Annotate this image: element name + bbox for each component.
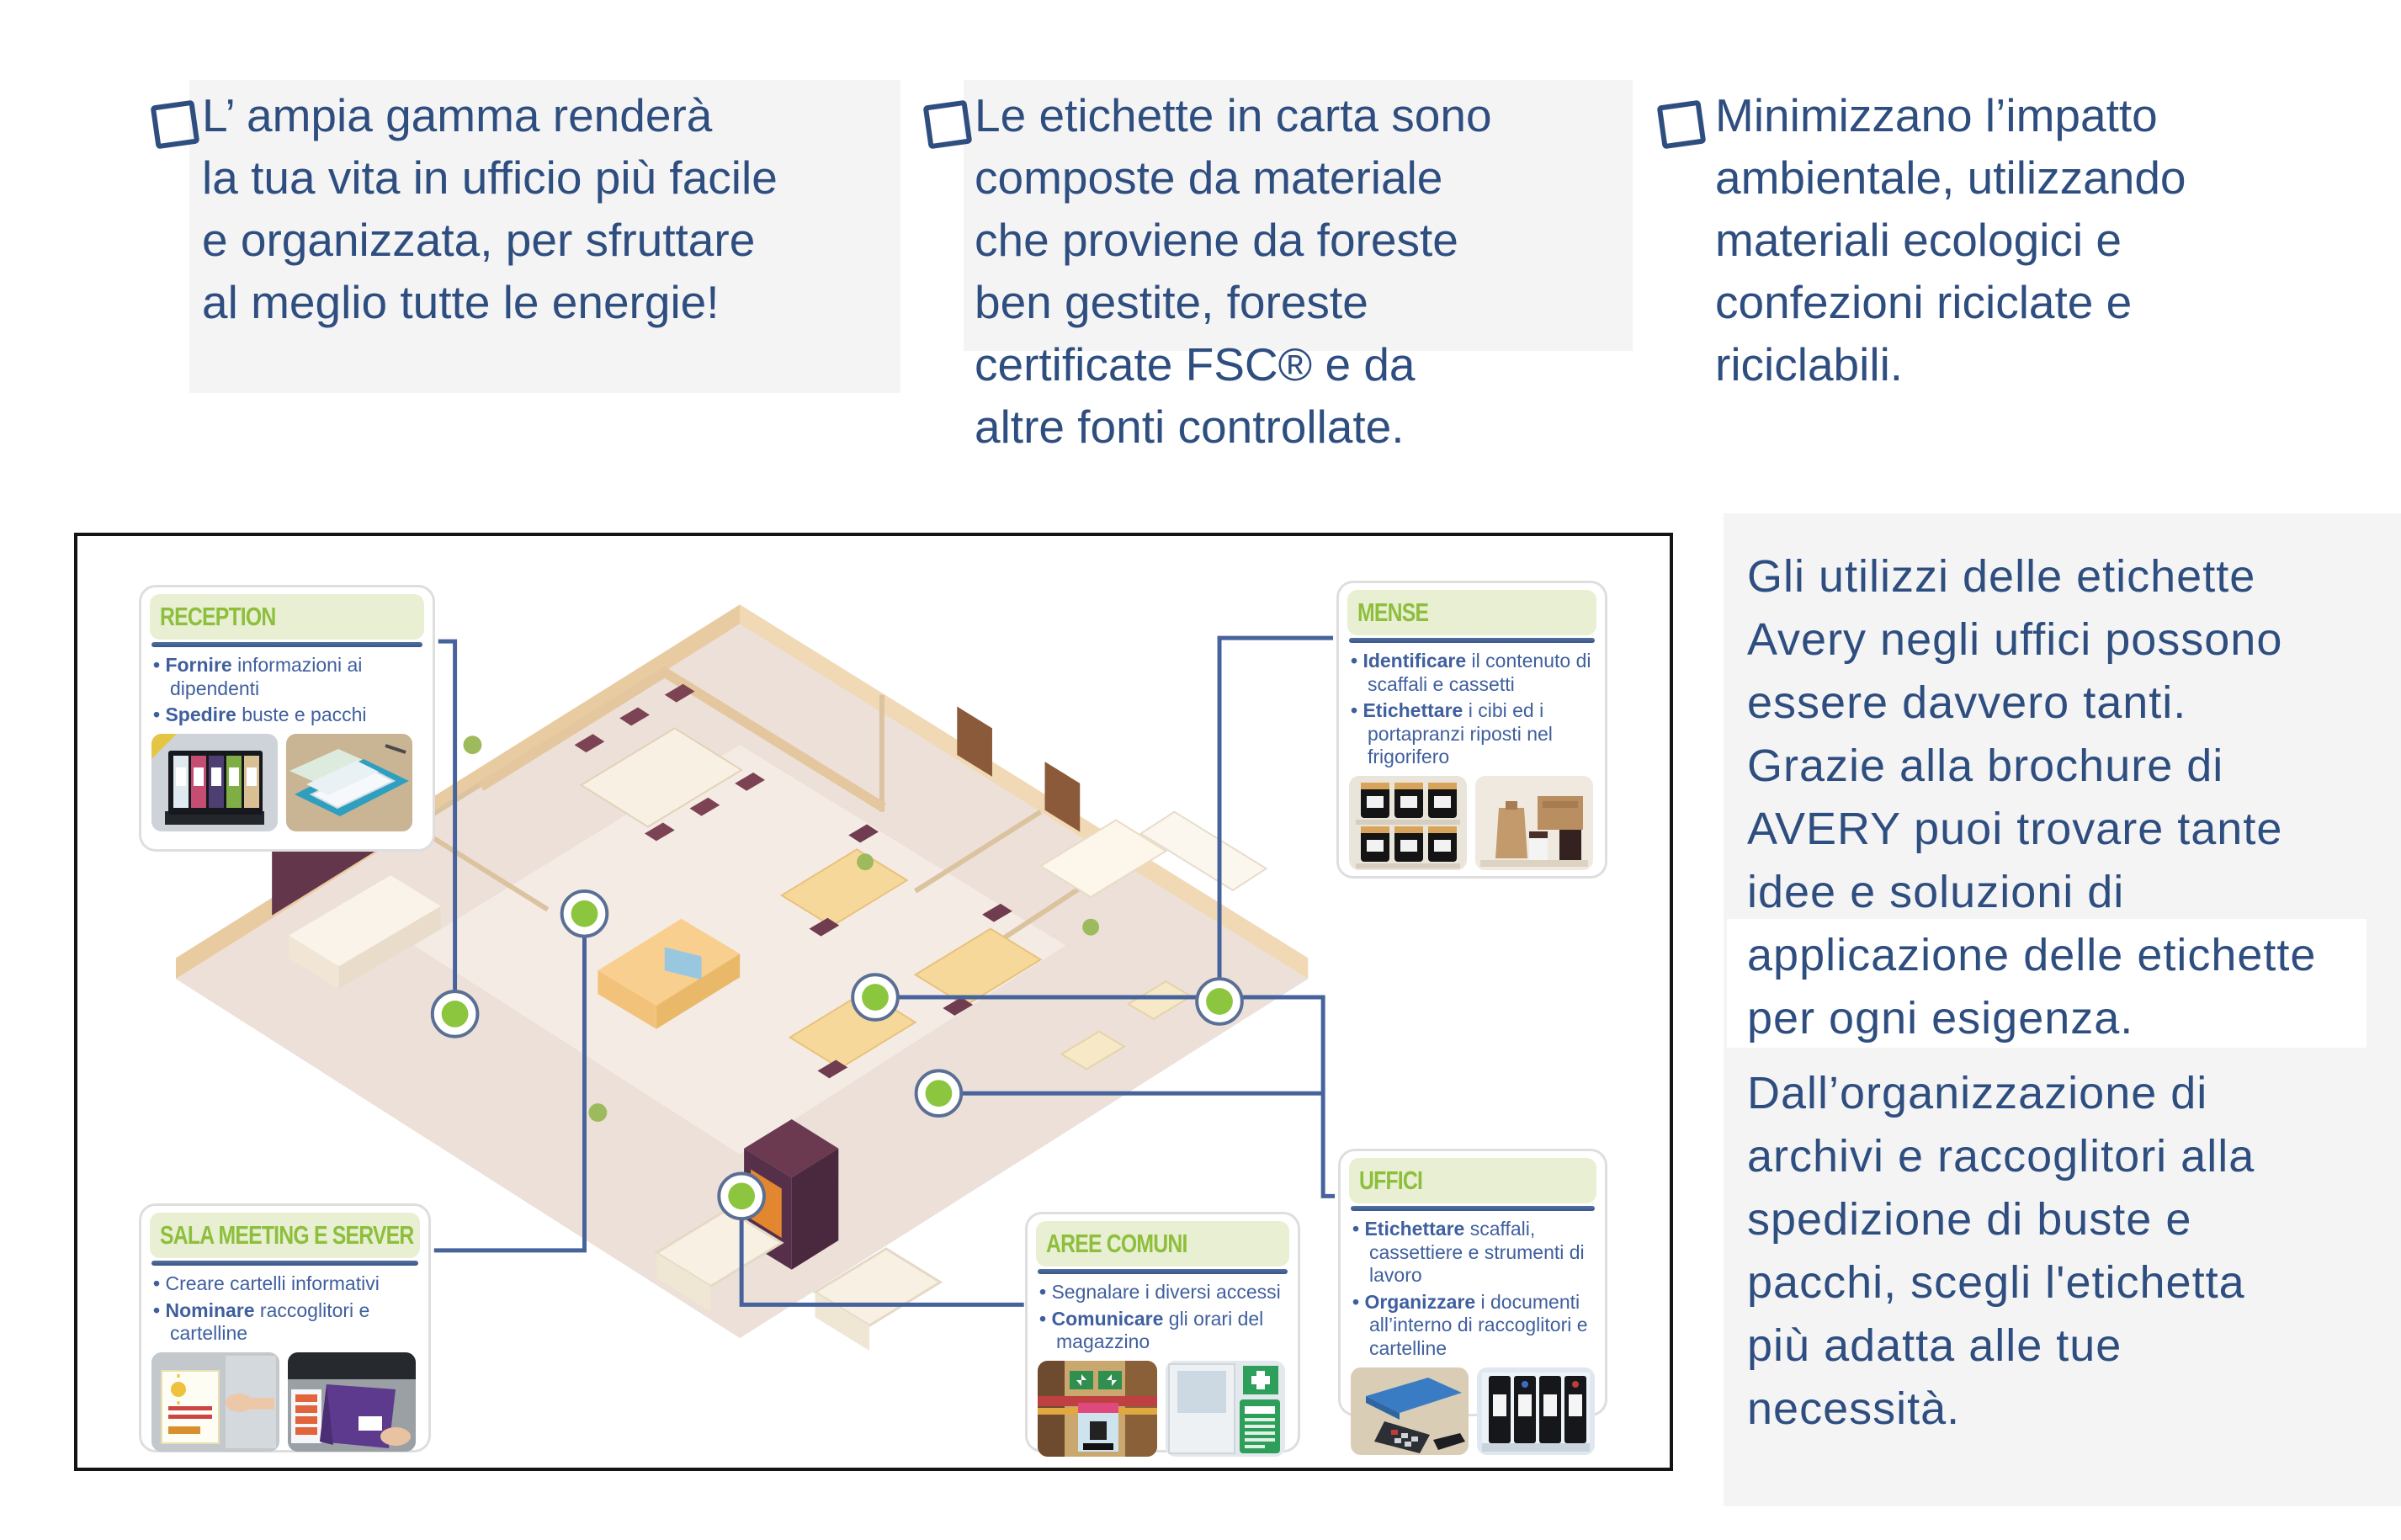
text-line: Le etichette in carta sono xyxy=(975,89,1492,141)
callout-bullet-list xyxy=(1039,1281,1288,1354)
callout-title: MENSE xyxy=(1357,597,1429,627)
text-line: Gli utilizzi delle etichette xyxy=(1747,551,2256,602)
callout-title: AREE COMUNI xyxy=(1046,1229,1187,1258)
callout-rule xyxy=(151,1261,418,1266)
callout-header xyxy=(150,594,424,640)
benefit-bullet-1 xyxy=(202,84,909,333)
callout-bullet: • Etichettare i cibi ed i portapranzi riposti nel frigorifero xyxy=(1351,699,1595,769)
text-line: Minimizzano l’impatto xyxy=(1715,89,2158,141)
photo-exit-signs xyxy=(1038,1361,1157,1457)
text-line: che proviene da foreste xyxy=(975,214,1458,266)
callout-bullet: • Organizzare i documenti all’interno di raccoglitori e cartelline xyxy=(1352,1291,1595,1361)
location-marker-aree xyxy=(719,1174,764,1219)
callout-rule xyxy=(1038,1269,1288,1274)
checkbox-icon xyxy=(1657,100,1707,150)
photo-pantry-shelf xyxy=(1475,776,1593,870)
checkbox-icon xyxy=(151,100,200,150)
callout-bullet: • Segnalare i diversi accessi xyxy=(1039,1281,1288,1304)
text-line: e organizzata, per sfruttare xyxy=(202,214,756,266)
text-line: AVERY puoi trovare tante xyxy=(1747,804,2283,854)
text-line: Grazie alla brochure di xyxy=(1747,741,2224,791)
callout-header xyxy=(150,1213,420,1258)
callout-rule xyxy=(1349,638,1595,643)
callout-bullet: • Comunicare gli orari del magazzino xyxy=(1039,1308,1288,1354)
photo-black-binders xyxy=(1477,1367,1595,1455)
photo-first-aid-sign xyxy=(1166,1361,1285,1457)
text-line: idee e soluzioni di xyxy=(1747,867,2125,917)
text-line: riciclabili. xyxy=(1715,338,1904,390)
location-marker-reception xyxy=(433,991,478,1037)
callout-bullet-list xyxy=(1352,1218,1595,1361)
benefit-bullet-3 xyxy=(1715,84,2372,396)
text-line: confezioni riciclate e xyxy=(1715,276,2133,328)
callout-title: SALA MEETING E SERVER xyxy=(160,1220,414,1250)
office-map-panel xyxy=(74,533,1673,1471)
callout-reception xyxy=(139,585,435,852)
intro-paragraph-1 xyxy=(1747,545,2395,1050)
callout-header xyxy=(1349,1158,1596,1203)
text-line: archivi e raccoglitori alla xyxy=(1747,1131,2255,1182)
location-marker-uffici-b xyxy=(916,1070,962,1116)
location-marker-meeting xyxy=(562,891,608,937)
callout-header xyxy=(1036,1221,1289,1267)
text-line: la tua vita in ufficio più facile xyxy=(202,151,778,204)
callout-header xyxy=(1347,590,1596,635)
text-line: certificate FSC® e da xyxy=(975,338,1416,390)
photo-envelopes-on-desk xyxy=(286,734,412,831)
callout-mense xyxy=(1336,581,1607,879)
text-line: per ogni esigenza. xyxy=(1747,993,2134,1043)
text-line: composte da materiale xyxy=(975,151,1443,204)
photo-colored-binders xyxy=(151,734,278,831)
text-line: applicazione delle etichette xyxy=(1747,930,2317,980)
text-line: al meglio tutte le energie! xyxy=(202,276,720,328)
callout-bullet-list xyxy=(153,1272,418,1346)
callout-aree-comuni xyxy=(1025,1212,1300,1452)
location-marker-mense xyxy=(1197,979,1242,1024)
callout-bullet: • Spedire buste e pacchi xyxy=(153,704,422,727)
text-line: Avery negli uffici possono xyxy=(1747,614,2283,665)
location-marker-uffici-a xyxy=(853,974,898,1020)
text-line: L’ ampia gamma renderà xyxy=(202,89,713,141)
text-line: Dall’organizzazione di xyxy=(1747,1068,2208,1118)
callout-sala-meeting-server xyxy=(139,1203,431,1452)
text-line: altre fonti controllate. xyxy=(975,401,1405,453)
callout-title: UFFICI xyxy=(1359,1166,1423,1195)
benefit-bullet-2 xyxy=(975,84,1648,458)
text-line: materiali ecologici e xyxy=(1715,214,2122,266)
callout-bullet: • Nominare raccoglitori e cartelline xyxy=(153,1299,418,1346)
callout-bullet: • Identificare il contenuto di scaffali e cassetti xyxy=(1351,650,1595,696)
text-line: ambientale, utilizzando xyxy=(1715,151,2186,204)
text-line: ben gestite, foreste xyxy=(975,276,1368,328)
photo-desk-folder-calculator xyxy=(1351,1367,1469,1455)
callout-title: RECEPTION xyxy=(160,602,276,631)
callout-rule xyxy=(151,642,422,647)
intro-text-column xyxy=(1747,545,2395,1441)
text-line: necessità. xyxy=(1747,1383,1961,1434)
checkbox-icon xyxy=(923,100,973,150)
text-line: pacchi, scegli l'etichetta xyxy=(1747,1257,2245,1308)
callout-uffici xyxy=(1338,1149,1607,1416)
photo-purple-folder-labels xyxy=(288,1352,416,1452)
intro-paragraph-2 xyxy=(1747,1062,2395,1441)
photo-info-sign-on-wall xyxy=(151,1352,279,1452)
callout-rule xyxy=(1351,1206,1595,1211)
callout-bullet: • Creare cartelli informativi xyxy=(153,1272,418,1296)
text-line: essere davvero tanti. xyxy=(1747,677,2187,728)
callout-bullet-list xyxy=(153,654,422,727)
callout-bullet: • Fornire informazioni ai dipendenti xyxy=(153,654,422,700)
text-line: più adatta alle tue xyxy=(1747,1320,2122,1371)
callout-bullet-list xyxy=(1351,650,1595,769)
photo-labelled-food-jars xyxy=(1349,776,1467,870)
callout-bullet: • Etichettare scaffali, cassettiere e strumenti di lavoro xyxy=(1352,1218,1595,1288)
text-line: spedizione di buste e xyxy=(1747,1194,2192,1245)
